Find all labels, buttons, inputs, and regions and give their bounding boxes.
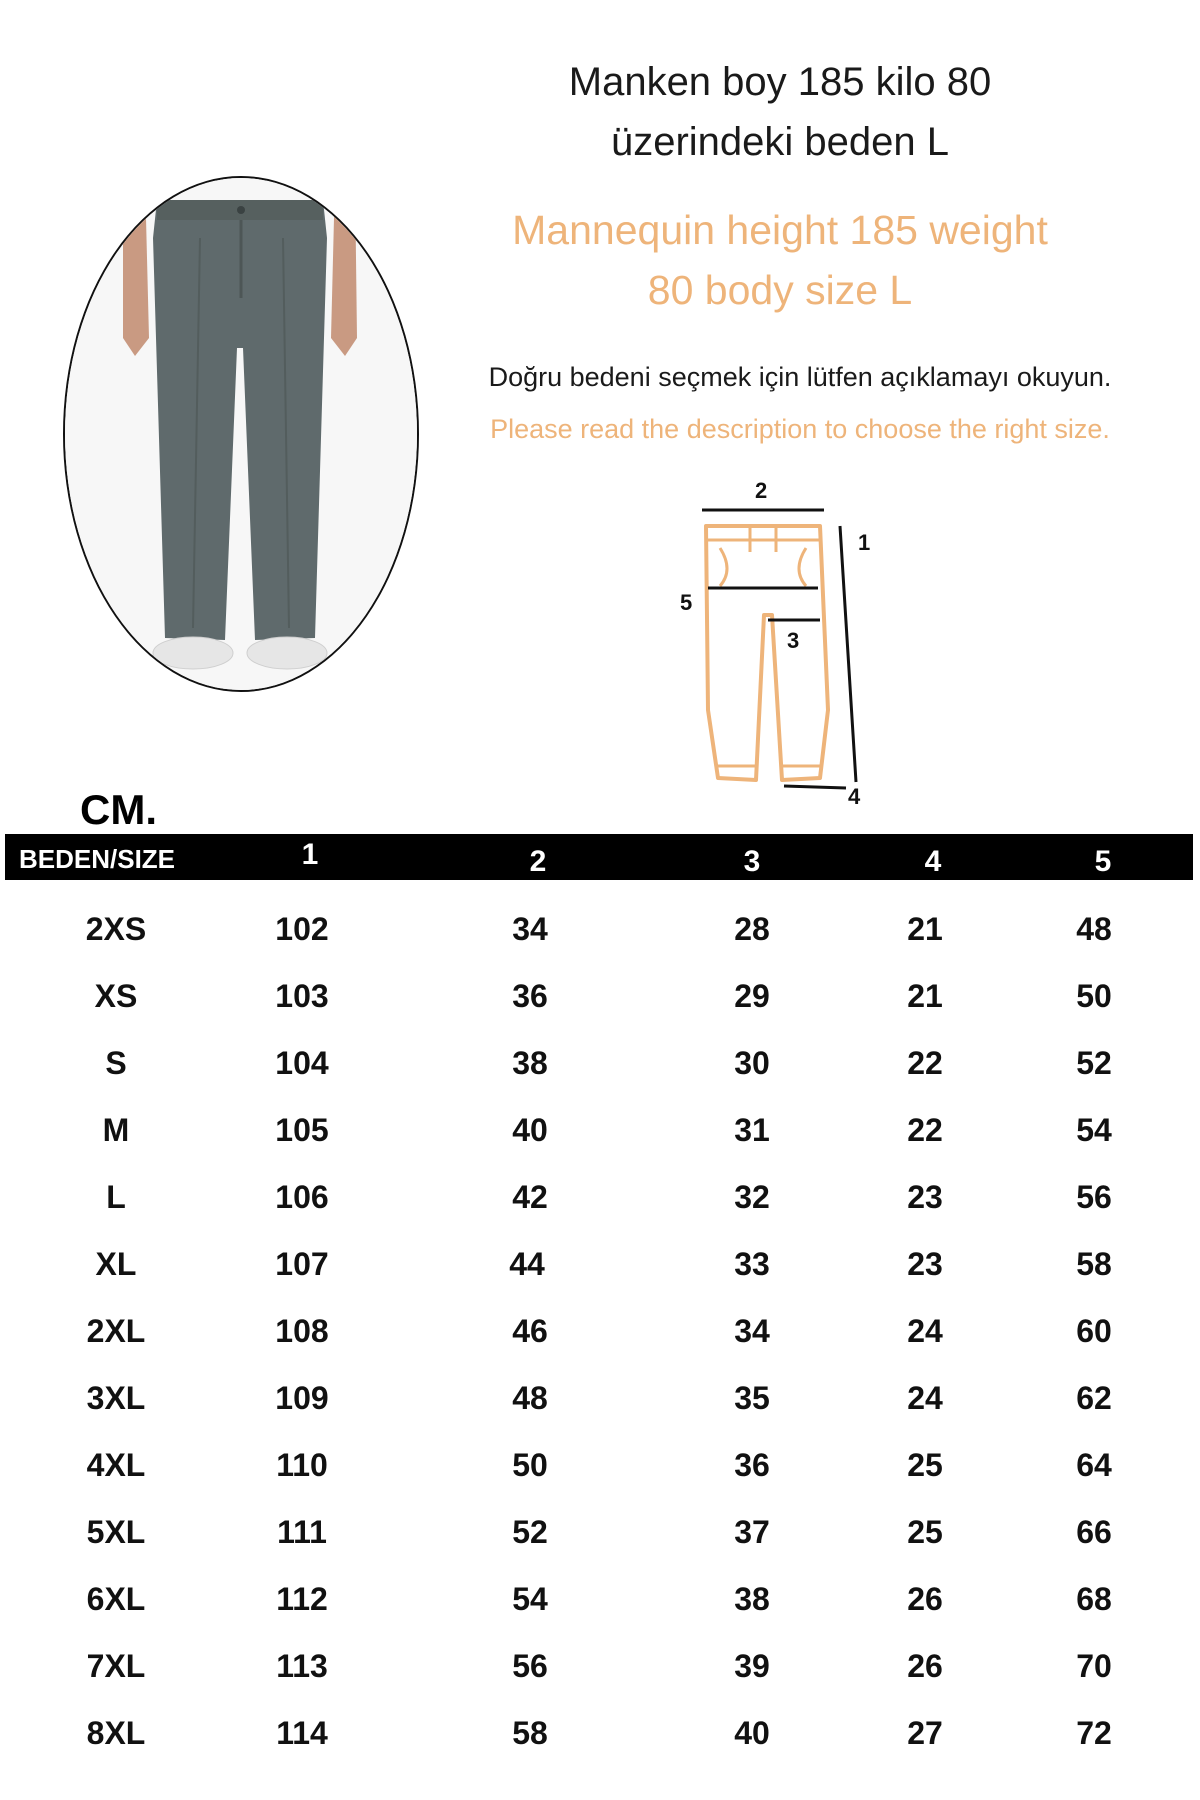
cell-measure-2: 48 <box>512 1380 548 1416</box>
cell-measure-4: 23 <box>907 1179 943 1215</box>
cell-measure-2: 42 <box>512 1179 548 1215</box>
table-row <box>0 896 1200 963</box>
cell-measure-3: 40 <box>734 1715 770 1751</box>
cell-measure-5: 60 <box>1076 1313 1112 1349</box>
cell-measure-2: 36 <box>512 978 548 1014</box>
cell-size: 7XL <box>86 1648 146 1684</box>
cell-measure-4: 22 <box>907 1045 943 1081</box>
cell-measure-1: 107 <box>275 1246 329 1282</box>
cell-measure-3: 28 <box>734 911 770 947</box>
cell-size: 5XL <box>86 1514 146 1550</box>
header-col-1: 1 <box>301 838 319 871</box>
cell-measure-5: 50 <box>1076 978 1112 1014</box>
button-shape <box>237 206 245 214</box>
diagram-label-1: 1 <box>858 530 871 555</box>
mannequin-info-tr-line2: üzerindeki beden L <box>610 120 950 164</box>
measurement-diagram <box>660 470 900 810</box>
header-col-2: 2 <box>529 845 547 878</box>
cell-measure-3: 36 <box>734 1447 770 1483</box>
mannequin-info-en <box>460 200 1100 320</box>
cell-measure-4: 27 <box>907 1715 943 1751</box>
cell-measure-4: 24 <box>907 1380 943 1416</box>
measure-line-1 <box>840 526 856 782</box>
cell-size: 2XL <box>86 1313 146 1349</box>
cell-measure-1: 106 <box>275 1179 329 1215</box>
cell-measure-2: 52 <box>512 1514 548 1550</box>
cell-measure-2: 58 <box>512 1715 548 1751</box>
cell-measure-1: 113 <box>276 1648 328 1684</box>
cell-size: 6XL <box>86 1581 146 1617</box>
table-row <box>0 1030 1200 1097</box>
mannequin-info-en-line2: 80 body size L <box>647 267 913 313</box>
table-row <box>0 1432 1200 1499</box>
cell-measure-3: 29 <box>734 978 770 1014</box>
cell-measure-1: 110 <box>276 1447 328 1483</box>
unit-label: CM. <box>80 786 157 833</box>
diagram-label-4: 4 <box>848 784 861 809</box>
cell-measure-4: 22 <box>907 1112 943 1148</box>
table-row <box>0 1298 1200 1365</box>
right-shoe-shape <box>247 637 327 669</box>
size-table-body <box>0 896 1200 1767</box>
cell-size: XL <box>95 1246 137 1282</box>
header-col-3: 3 <box>743 845 761 878</box>
cell-measure-5: 56 <box>1076 1179 1112 1215</box>
cell-measure-1: 111 <box>277 1514 327 1550</box>
cell-measure-1: 109 <box>275 1380 329 1416</box>
cell-measure-5: 54 <box>1076 1112 1112 1148</box>
cell-size: L <box>106 1179 126 1215</box>
cell-measure-3: 33 <box>734 1246 770 1282</box>
cell-measure-5: 48 <box>1076 911 1112 947</box>
cell-measure-5: 58 <box>1076 1246 1112 1282</box>
left-shoe-shape <box>153 637 233 669</box>
cell-measure-4: 26 <box>907 1648 943 1684</box>
cell-size: 8XL <box>86 1715 146 1751</box>
cell-measure-2: 46 <box>512 1313 548 1349</box>
cell-measure-3: 39 <box>734 1648 770 1684</box>
mannequin-info-tr-line1: Manken boy 185 kilo 80 <box>568 60 992 104</box>
cell-measure-3: 31 <box>734 1112 770 1148</box>
size-note-en: Please read the description to choose the right size. <box>490 414 1110 444</box>
cell-measure-1: 103 <box>275 978 329 1014</box>
cell-measure-3: 32 <box>734 1179 770 1215</box>
size-table-header <box>5 834 1193 880</box>
mannequin-info-en-line1: Mannequin height 185 weight <box>512 207 1048 253</box>
cell-measure-5: 70 <box>1076 1648 1112 1684</box>
cell-measure-4: 24 <box>907 1313 943 1349</box>
cell-size: M <box>102 1112 130 1148</box>
table-row <box>0 1097 1200 1164</box>
measure-line-4 <box>784 786 846 788</box>
table-row <box>0 1633 1200 1700</box>
cell-measure-4: 21 <box>907 911 943 947</box>
cell-size: 4XL <box>86 1447 146 1483</box>
cell-measure-1: 112 <box>276 1581 328 1617</box>
cell-measure-4: 23 <box>907 1246 943 1282</box>
cell-measure-5: 72 <box>1076 1715 1112 1751</box>
cell-measure-2: 56 <box>512 1648 548 1684</box>
cell-size: S <box>105 1045 127 1081</box>
left-arm-shape <box>123 178 149 356</box>
model-photo <box>63 176 419 692</box>
cell-measure-1: 108 <box>275 1313 329 1349</box>
cell-measure-4: 26 <box>907 1581 943 1617</box>
cell-measure-4: 21 <box>907 978 943 1014</box>
right-arm-shape <box>331 178 357 356</box>
table-row <box>0 963 1200 1030</box>
header-col-4: 4 <box>924 845 942 878</box>
diagram-label-2: 2 <box>755 478 768 503</box>
diagram-label-3: 3 <box>787 628 800 653</box>
cell-measure-5: 64 <box>1076 1447 1112 1483</box>
mannequin-info-tr <box>460 52 1100 172</box>
cell-measure-2: 50 <box>512 1447 548 1483</box>
cell-size: 2XS <box>85 911 147 947</box>
cell-measure-2: 38 <box>512 1045 548 1081</box>
cell-measure-5: 52 <box>1076 1045 1112 1081</box>
table-row <box>0 1365 1200 1432</box>
table-row <box>0 1566 1200 1633</box>
cell-measure-2: 34 <box>512 911 548 947</box>
cell-measure-2: 44 <box>509 1246 545 1282</box>
cell-measure-3: 34 <box>734 1313 770 1349</box>
table-row <box>0 1231 1200 1298</box>
cell-measure-1: 102 <box>275 911 329 947</box>
cell-measure-3: 37 <box>734 1514 770 1550</box>
cell-size: XS <box>94 978 138 1014</box>
cell-measure-1: 105 <box>275 1112 329 1148</box>
cell-measure-3: 30 <box>734 1045 770 1081</box>
cell-measure-5: 66 <box>1076 1514 1112 1550</box>
table-row <box>0 1700 1200 1767</box>
cell-measure-4: 25 <box>907 1447 943 1483</box>
diagram-label-5: 5 <box>680 590 693 615</box>
trousers-outline <box>706 526 828 780</box>
header-col-5: 5 <box>1094 845 1112 878</box>
table-row <box>0 1164 1200 1231</box>
cell-measure-1: 104 <box>275 1045 329 1081</box>
cell-measure-2: 54 <box>512 1581 548 1617</box>
cell-measure-3: 35 <box>734 1380 770 1416</box>
cell-measure-4: 25 <box>907 1514 943 1550</box>
cell-measure-2: 40 <box>512 1112 548 1148</box>
size-note-tr: Doğru bedeni seçmek için lütfen açıklamayı okuyun. <box>488 362 1112 392</box>
cell-measure-3: 38 <box>734 1581 770 1617</box>
cell-measure-5: 68 <box>1076 1581 1112 1617</box>
table-row <box>0 1499 1200 1566</box>
cell-measure-1: 114 <box>276 1715 328 1751</box>
cell-measure-5: 62 <box>1076 1380 1112 1416</box>
header-size: BEDEN/SIZE <box>19 844 176 874</box>
cell-size: 3XL <box>86 1380 146 1416</box>
model-illustration <box>65 178 417 690</box>
